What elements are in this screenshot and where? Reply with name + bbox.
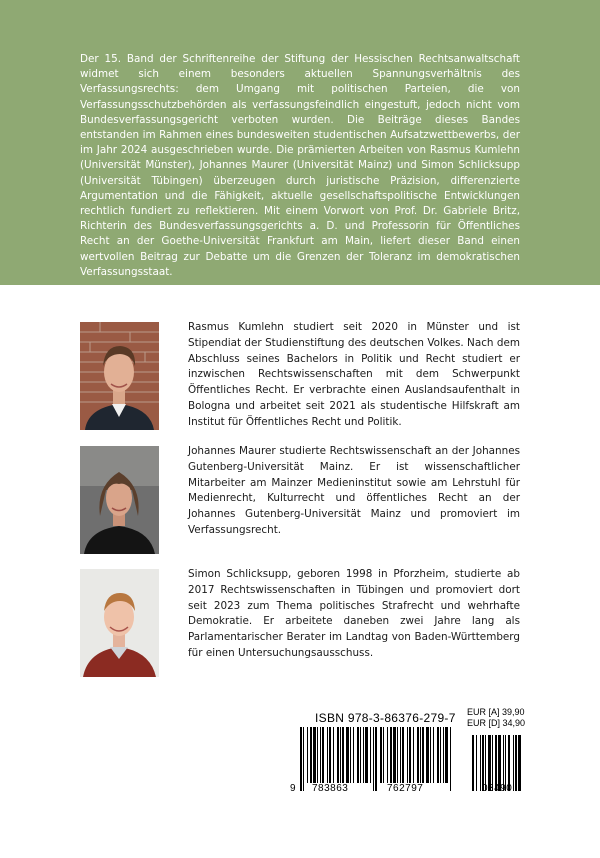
author-photo [80,446,159,554]
blurb-band [0,0,600,285]
back-cover-blurb: Der 15. Band der Schriftenreihe der Stiftung der Hessischen Rechtsanwaltschaft widmet sich einem besonders aktuellen Spannungsverhältnis des Verfassungsrechts: dem Umgang mit politischen Parteien, die von Verfassungsschutzbehörden als verfassungsfeindlich eingestuft, jedoch nicht vom Bundesverfassungsgericht verboten wurden. Die Beiträge dieses Bandes entstanden im Rahmen eines bundesweiten studentischen Aufsatzwettbewerbs, der im Jahr 2024 ausgeschrieben wurde. Die prämierten Arbeiten von Rasmus Kumlehn (Universität Münster), Johannes Maurer (Universität Mainz) und Simon Schlicksupp (Universität Tübingen) überzeugen durch juristische Präzision, differenzierte Argumentation und die Fähigkeit, aktuelle gesellschaftspolitische Entwicklungen rechtlich fundiert zu reflektieren. Mit einem Vorwort von Prof. Dr. Gabriele Britz, Richterin des Bundesverfassungsgerichts a. D. und Professorin für Öffentliches Recht an der Goethe-Universität Frankfurt am Main, liefert dieser Band einen wertvollen Beitrag zur Debatte um die Grenzen der Toleranz im demokratischen Verfassungsstaat. [80,53,520,278]
isbn-number: ISBN 978-3-86376-279-7 [315,711,456,725]
author-bio: Simon Schlicksupp, geboren 1998 in Pforzheim, studierte ab 2017 Rechtswissenschaften in Tübingen und promoviert dort seit 2023 zum Thema politisches Strafrecht und wehrhafte Demokratie. Er arbeitete daneben zwei Jahre lang als Parlamentarischer Berater im Landtag von Baden-Württemberg für einen Untersuchungsausschuss. [188,568,520,659]
price-austria: EUR [A] 39,90 [467,707,525,717]
author-bio: Rasmus Kumlehn studiert seit 2020 in Münster und ist Stipendiat der Studienstiftung des deutschen Volkes. Nach dem Abschluss seines Bachelors in Politik und Recht studiert er inzwischen Rechtswissenschaften mit dem Schwerpunkt Öffentliches Recht. Er verbrachte einen Auslandsaufenthalt in Bologna und arbeitet seit 2021 als studentische Hilfskraft am Institut für Öffentliches Recht und Politik. [188,321,520,428]
author-entry [80,322,520,432]
author-photo [80,322,159,430]
barcode-digits-addon: 03490 [482,783,513,794]
barcode-digits-group2: 762797 [387,783,424,794]
author-bio: Johannes Maurer studierte Rechtswissenschaft an der Johannes Gutenberg-Universität Mainz. Er ist wissenschaftlicher Mitarbeiter am Mainzer Medieninstitut sowie am Lehrstuhl für Medienrecht, Kulturrecht und öffentliches Recht an der Johannes Gutenberg-Universität Mainz und promoviert im Verfassungsrecht. [188,445,520,536]
barcode-digit-first: 9 [290,783,297,794]
author-photo [80,569,159,677]
author-entry [80,446,520,556]
author-entry [80,569,520,679]
barcode-digits-group1: 783863 [312,783,349,794]
price-germany: EUR [D] 34,90 [467,718,526,728]
